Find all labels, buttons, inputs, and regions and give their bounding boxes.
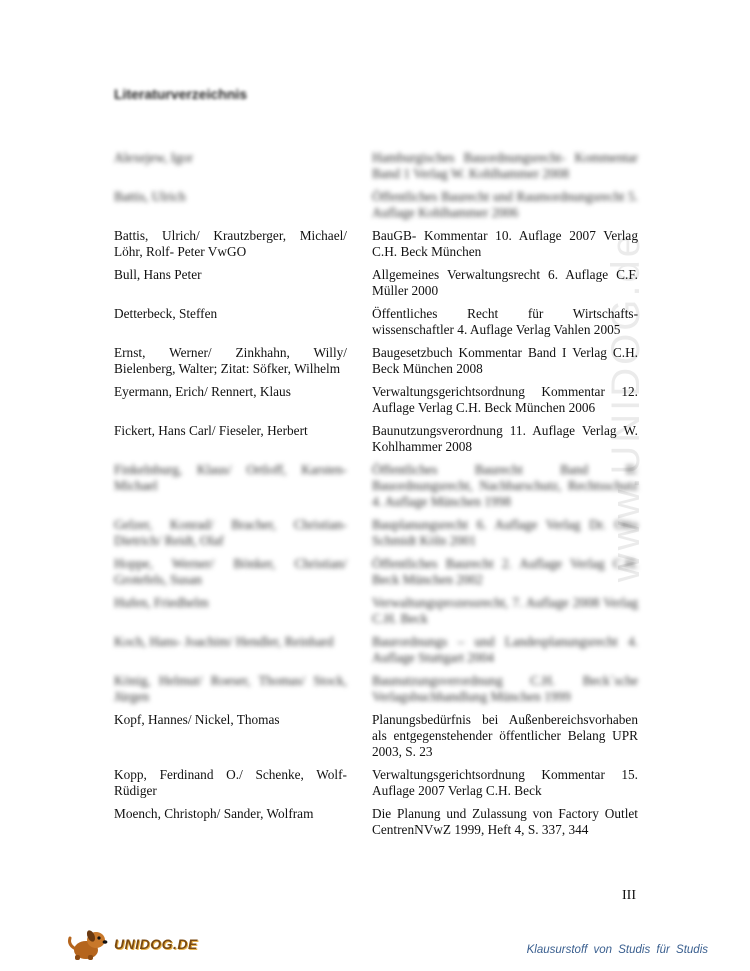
entry-title: BauGB- Kommentar 10. Auflage 2007 Verlag C.H. Beck München <box>372 228 638 259</box>
entry-author: Hoppe, Werner/ Bönker, Christian/ Grotefels, Susan <box>114 556 347 587</box>
footer-logo <box>66 926 198 962</box>
bibliography-entry <box>114 384 638 416</box>
entry-author: Moench, Christoph/ Sander, Wolfram <box>114 806 314 821</box>
bibliography-entry <box>114 267 638 299</box>
entry-title: Öffentliches Recht für Wirtschafts-wissenschaftler 4. Auflage Verlag Vahlen 2005 <box>372 306 638 337</box>
entry-title: Verwaltungsgerichtsordnung Kommentar 12. Auflage Verlag C.H. Beck München 2006 <box>372 384 638 415</box>
entry-author: Bull, Hans Peter <box>114 267 202 282</box>
entry-title: Baurordnungs – und Landesplanungsrecht 4. Auflage Stuttgart 2004 <box>372 634 638 665</box>
entry-author: Eyermann, Erich/ Rennert, Klaus <box>114 384 291 399</box>
bibliography-entry <box>114 306 638 338</box>
entry-author: Alexejew, Igor <box>114 150 193 165</box>
entry-author: Finkelnburg, Klaus/ Ortloff, Karsten-Michael <box>114 462 347 493</box>
entry-author: Detterbeck, Steffen <box>114 306 218 321</box>
bibliography-entry <box>114 634 638 666</box>
entry-title: Allgemeines Verwaltungsrecht 6. Auflage C.F. Müller 2000 <box>372 267 638 298</box>
entry-author: Hufen, Friedhelm <box>114 595 209 610</box>
entry-author: Battis, Ulrich/ Krautzberger, Michael/ Löhr, Rolf- Peter VwGO <box>114 228 347 259</box>
bibliography-entry <box>114 228 638 260</box>
bibliography-entry <box>114 423 638 455</box>
watermark: www.UNIDOG.de <box>604 232 648 583</box>
entry-author: Koch, Hans- Joachim/ Hendler, Reinhard <box>114 634 334 649</box>
entry-author: Kopp, Ferdinand O./ Schenke, Wolf- Rüdiger <box>114 767 347 798</box>
entry-title: Die Planung und Zulassung von Factory Outlet CentrenNVwZ 1999, Heft 4, S. 337, 344 <box>372 806 638 837</box>
bibliography-entry <box>114 595 638 627</box>
footer-tagline: Klausurstoff von Studis für Studis <box>526 944 708 956</box>
entry-title: Baunutzungsverordnung 11. Auflage Verlag W. Kohlhammer 2008 <box>372 423 638 454</box>
entry-title: Hamburgisches Bauordnungsrecht- Kommentar Band 1 Verlag W. Kohlhammer 2008 <box>372 150 638 181</box>
page-title: Literaturverzeichnis <box>114 86 248 102</box>
bibliography-entry <box>114 150 638 182</box>
bibliography-list <box>114 150 638 845</box>
entry-title: Öffentliches Baurecht 2. Auflage Verlag C.H. Beck München 2002 <box>372 556 638 587</box>
bibliography-entry <box>114 517 638 549</box>
bibliography-entry <box>114 345 638 377</box>
entry-author: Kopf, Hannes/ Nickel, Thomas <box>114 712 280 727</box>
entry-title: Öffentliches Baurecht Band II: Bauordnungsrecht, Nachbarschutz, Rechtsschutz 4. Auflage München 1998 <box>372 462 638 509</box>
entry-title: Baunutzungsverordnung C.H. Beck´sche Verlagsbuchhandlung München 1999 <box>372 673 638 704</box>
entry-author: Gelzer, Konrad/ Bracher, Christian-Dietrich/ Reidt, Olaf <box>114 517 347 548</box>
entry-title: Verwaltungsgerichtsordnung Kommentar 15. Auflage 2007 Verlag C.H. Beck <box>372 767 638 798</box>
entry-author: Fickert, Hans Carl/ Fieseler, Herbert <box>114 423 308 438</box>
bibliography-entry <box>114 673 638 705</box>
bibliography-entry <box>114 712 638 760</box>
entry-title: Öffentliches Baurecht und Raumordnungsrecht 5. Auflage Kohlhammer 2006 <box>372 189 638 220</box>
entry-author: Ernst, Werner/ Zinkhahn, Willy/ Bielenberg, Walter; Zitat: Söfker, Wilhelm <box>114 345 347 376</box>
bibliography-entry <box>114 462 638 510</box>
entry-author: König, Helmut/ Roeser, Thomas/ Stock, Jürgen <box>114 673 347 704</box>
page-number: III <box>622 888 636 903</box>
entry-title: Planungsbedürfnis bei Außenbereichsvorhaben als entgegenstehender öffentlicher Belang UPR 2003, S. 23 <box>372 712 638 759</box>
bibliography-entry <box>114 767 638 799</box>
dog-mascot-icon <box>66 926 112 962</box>
entry-title: Bauplanungsrecht 6. Auflage Verlag Dr. Otto Schmidt Köln 2001 <box>372 517 638 548</box>
bibliography-entry <box>114 189 638 221</box>
entry-author: Battis, Ulrich <box>114 189 186 204</box>
entry-title: Baugesetzbuch Kommentar Band I Verlag C.H. Beck München 2008 <box>372 345 638 376</box>
bibliography-entry <box>114 806 638 838</box>
bibliography-entry <box>114 556 638 588</box>
entry-title: Verwaltungsprozessrecht, 7. Auflage 2008 Verlag C.H. Beck <box>372 595 638 626</box>
logo-text: UNIDOG.DE <box>114 936 198 952</box>
